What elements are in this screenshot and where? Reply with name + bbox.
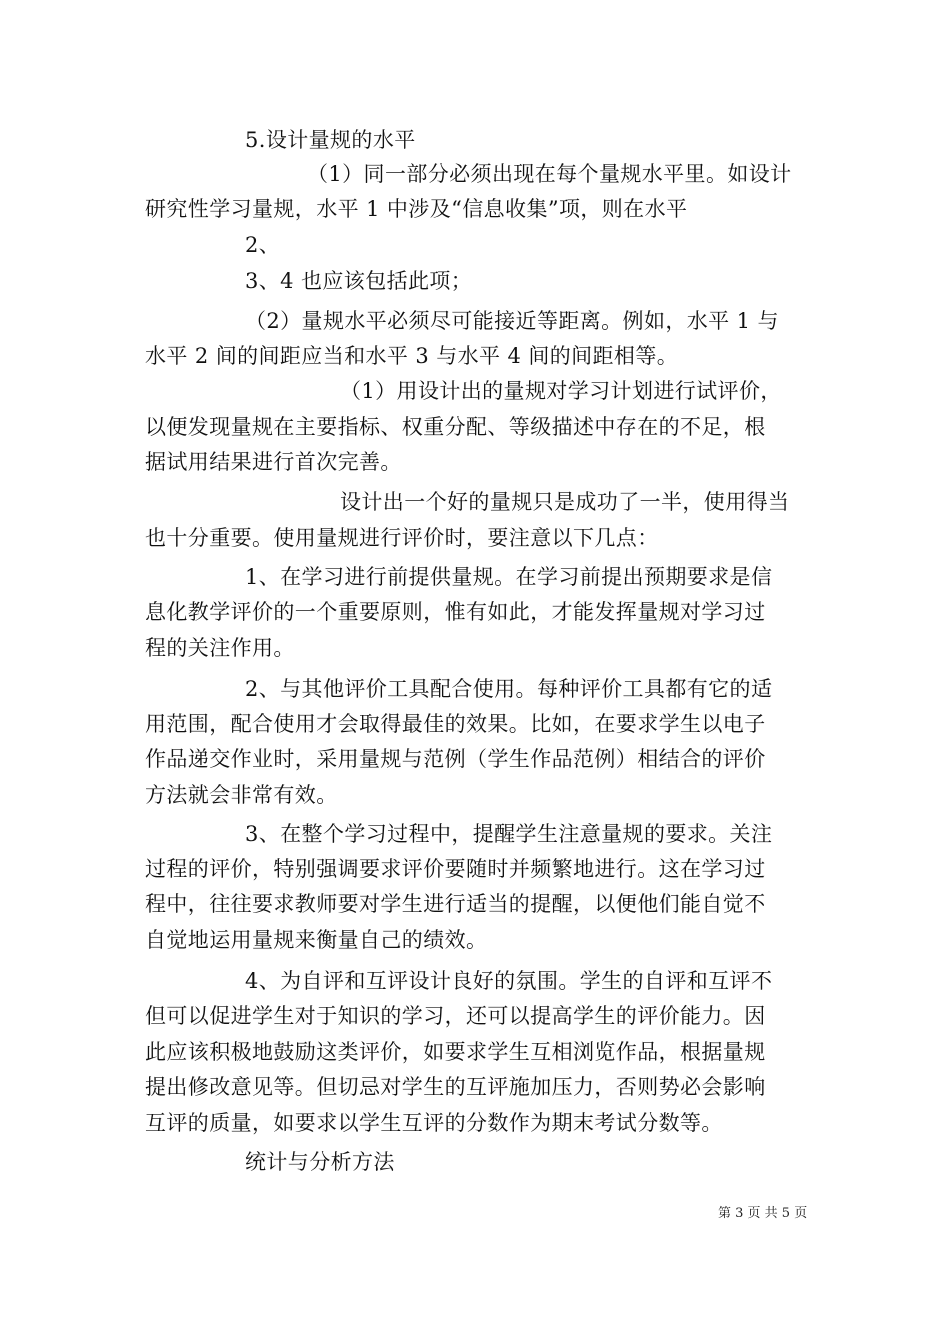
text-line: 2、	[245, 233, 281, 257]
text-line: 4、为自评和互评设计良好的氛围。学生的自评和互评不	[245, 969, 773, 993]
text-line: 3、4 也应该包括此项；	[245, 269, 473, 293]
text-line: 据试用结果进行首次完善。	[145, 450, 402, 474]
section-heading: 5.设计量规的水平	[245, 128, 416, 152]
text-line: 程的关注作用。	[145, 636, 295, 660]
text-line: 但可以促进学生对于知识的学习，还可以提高学生的评价能力。因	[145, 1004, 766, 1028]
text-line: 此应该积极地鼓励这类评价，如要求学生互相浏览作品，根据量规	[145, 1040, 766, 1064]
text-line: 过程的评价，特别强调要求评价要随时并频繁地进行。这在学习过	[145, 857, 766, 881]
text-line: 互评的质量，如要求以学生互评的分数作为期末考试分数等。	[145, 1111, 723, 1135]
text-line: 3、在整个学习过程中，提醒学生注意量规的要求。关注	[245, 822, 773, 846]
text-line: （1）同一部分必须出现在每个量规水平里。如设计	[307, 162, 792, 186]
text-line: 水平 2 间的间距应当和水平 3 与水平 4 间的间距相等。	[145, 344, 679, 368]
text-line: （1）用设计出的量规对学习计划进行试评价，	[340, 379, 782, 403]
text-line: 以便发现量规在主要指标、权重分配、等级描述中存在的不足，根	[145, 415, 766, 439]
text-line: 1、在学习进行前提供量规。在学习前提出预期要求是信	[245, 565, 773, 589]
page-number: 第 3 页 共 5 页	[718, 1206, 808, 1221]
text-line: 提出修改意见等。但切忌对学生的互评施加压力，否则势必会影响	[145, 1075, 766, 1099]
text-line: 2、与其他评价工具配合使用。每种评价工具都有它的适	[245, 677, 773, 701]
text-line: 也十分重要。使用量规进行评价时，要注意以下几点：	[145, 526, 659, 550]
text-line: 方法就会非常有效。	[145, 783, 338, 807]
section-heading: 统计与分析方法	[245, 1150, 395, 1174]
text-line: 作品递交作业时，采用量规与范例（学生作品范例）相结合的评价	[145, 747, 766, 771]
text-line: 息化教学评价的一个重要原则，惟有如此，才能发挥量规对学习过	[145, 600, 766, 624]
text-line: （2）量规水平必须尽可能接近等距离。例如，水平 1 与	[245, 309, 779, 333]
text-line: 设计出一个好的量规只是成功了一半，使用得当	[340, 490, 790, 514]
text-line: 用范围，配合使用才会取得最佳的效果。比如，在要求学生以电子	[145, 712, 766, 736]
text-line: 程中，往往要求教师要对学生进行适当的提醒，以便他们能自觉不	[145, 892, 766, 916]
text-line: 研究性学习量规，水平 1 中涉及“信息收集”项，则在水平	[145, 197, 688, 221]
text-line: 自觉地运用量规来衡量自己的绩效。	[145, 928, 488, 952]
